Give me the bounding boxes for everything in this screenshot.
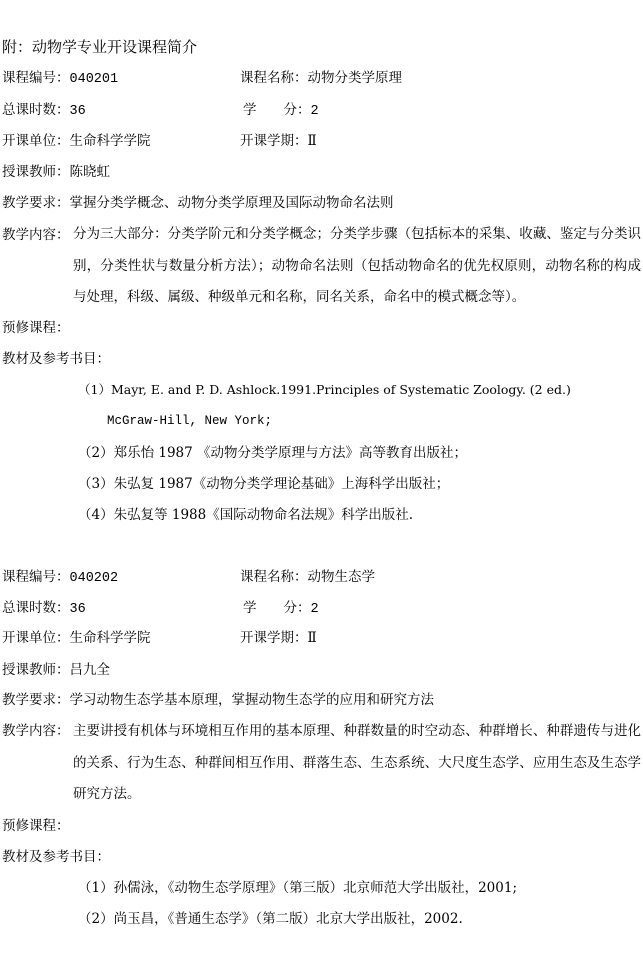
course-code-label: 课程编号： [2,569,70,585]
course-code-row [2,567,118,589]
course-term-row [240,628,317,648]
course-hours-label: 总课时数： [2,600,70,616]
course-hours-row [2,598,86,620]
course-prereq-label: 预修课程： [2,818,70,834]
course-teacher-value: 陈晓虹 [69,164,110,180]
course-hours-row [2,100,86,122]
course-credit-label: 学 分： [243,102,311,118]
course-teacher-row [2,660,110,680]
course-req-row [2,690,434,710]
course-name-row [240,68,402,88]
course-teacher-label: 授课教师： [2,662,70,678]
course-term-row [240,131,317,151]
course-name-row [240,567,375,587]
course-code-value: 040201 [69,72,119,87]
course-code-value: 040202 [69,571,119,586]
reference-item: （4）朱弘复等 1988《国际动物命名法规》科学出版社. [78,507,414,523]
course-credit-value: 2 [310,602,319,617]
reference-item: McGraw-Hill, New York; [107,414,273,428]
course-req-label: 教学要求： [2,692,70,708]
course-credit-row [243,598,319,620]
course-code-label: 课程编号： [2,70,70,86]
course-hours-label: 总课时数： [2,102,70,118]
course-teacher-value: 吕九全 [69,662,110,678]
course-content-label: 教学内容： [2,227,70,243]
reference-item: （3）朱弘复 1987《动物分类学理论基础》上海科学出版社； [78,476,450,492]
course-name-label: 课程名称： [240,70,308,86]
course-hours-value: 36 [69,602,86,617]
course-books-label: 教材及参考书目： [2,351,110,367]
course-unit-value: 生命科学学院 [69,630,151,646]
course-content-value: 分为三大部分：分类学阶元和分类学概念；分类学步骤（包括标本的采集、收藏、鉴定与分类识别，分类性状与数量分析方法）；动物命名法则（包括动物命名的优先权原则，动物名称的构成与处理，科级、属级、种级单元和名称，同名关系，命名中的模式概念等）。 [73,226,641,305]
reference-item: （2）郑乐怡 1987 《动物分类学原理与方法》高等教育出版社； [78,445,468,461]
course-req-label: 教学要求： [2,195,70,211]
course-unit-label: 开课单位： [2,630,70,646]
course-name-label: 课程名称： [240,569,308,585]
course-unit-row [2,131,151,151]
course-unit-row [2,628,151,648]
course-term-label: 开课学期： [240,630,308,646]
course-code-row [2,68,118,90]
reference-item: （1）Mayr, E. and P. D. Ashlock.1991.Principles of Systematic Zoology. (2 ed.) [78,382,571,397]
course-content-label: 教学内容： [2,723,70,739]
course-credit-value: 2 [310,104,319,119]
course-credit-label: 学 分： [243,600,311,616]
course-name-value: 动物生态学 [307,569,375,585]
course-prereq-label: 预修课程： [2,320,70,336]
course-unit-value: 生命科学学院 [69,133,151,149]
reference-item: （2）尚玉昌，《普通生态学》（第二版）北京大学出版社，2002. [78,911,463,927]
course-name-value: 动物分类学原理 [307,70,402,86]
course-unit-label: 开课单位： [2,133,70,149]
reference-item: （1）孙儒泳，《动物生态学原理》（第三版）北京师范大学出版社，2001; [78,880,517,896]
course-content-value: 主要讲授有机体与环境相互作用的基本原理、种群数量的时空动态、种群增长、种群遗传与进化的关系、行为生态、种群间相互作用、群落生态、生态系统、大尺度生态学、应用生态及生态学研究方法。 [73,723,641,802]
course-req-row [2,193,394,213]
course-credit-row [243,100,319,122]
course-teacher-row [2,162,110,182]
course-books-label: 教材及参考书目： [2,849,110,865]
course-term-value: Ⅱ [307,630,317,646]
course-term-value: Ⅱ [307,133,317,149]
page-title: 附：动物学专业开设课程简介 [2,38,198,56]
course-teacher-label: 授课教师： [2,164,70,180]
course-req-value: 掌握分类学概念、动物分类学原理及国际动物命名法则 [69,195,394,211]
course-hours-value: 36 [69,104,86,119]
course-term-label: 开课学期： [240,133,308,149]
course-req-value: 学习动物生态学基本原理，掌握动物生态学的应用和研究方法 [69,692,434,708]
